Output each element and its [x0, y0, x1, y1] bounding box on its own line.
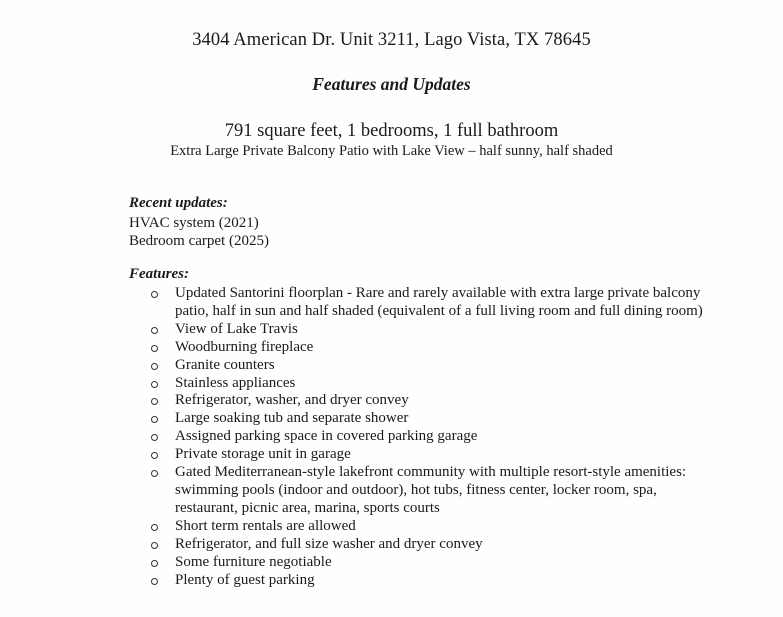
- bullet-icon: [151, 291, 158, 298]
- feature-item: [150, 428, 710, 446]
- bullet-icon: [151, 381, 158, 388]
- recent-update-item: HVAC system (2021): [129, 215, 259, 231]
- feature-text: Refrigerator, and full size washer and dryer convey: [175, 535, 483, 552]
- bullet-icon: [151, 524, 158, 531]
- feature-text: Plenty of guest parking: [175, 571, 315, 588]
- feature-item: [150, 321, 710, 339]
- features-heading: Features:: [129, 266, 189, 282]
- bullet-icon: [151, 398, 158, 405]
- bullet-icon: [151, 578, 158, 585]
- feature-text: View of Lake Travis: [175, 320, 298, 337]
- bullet-icon: [151, 327, 158, 334]
- features-list: [150, 285, 710, 589]
- bullet-icon: [151, 345, 158, 352]
- property-subtitle: Extra Large Private Balcony Patio with Lake View – half sunny, half shaded: [170, 143, 613, 159]
- feature-text: Gated Mediterranean-style lakefront community with multiple resort-style amenities: swimming pools (indoor and outdoor), hot tubs, fitness center, locker room, spa, restaurant, picnic area, marina, sports courts: [175, 464, 687, 516]
- bullet-icon: [151, 416, 158, 423]
- feature-text: Private storage unit in garage: [175, 446, 351, 463]
- feature-text: Large soaking tub and separate shower: [175, 410, 409, 427]
- feature-text: Short term rentals are allowed: [175, 517, 356, 534]
- feature-item: [150, 518, 710, 536]
- feature-item: [150, 572, 710, 590]
- feature-item: [150, 375, 710, 393]
- feature-item: [150, 357, 710, 375]
- feature-item: [150, 536, 710, 554]
- bullet-icon: [151, 363, 158, 370]
- feature-text: Refrigerator, washer, and dryer convey: [175, 392, 409, 409]
- feature-text: Some furniture negotiable: [175, 553, 332, 570]
- bullet-icon: [151, 542, 158, 549]
- feature-text: Woodburning fireplace: [175, 338, 314, 355]
- feature-item: [150, 554, 710, 572]
- bullet-icon: [151, 560, 158, 567]
- feature-text: Granite counters: [175, 356, 275, 373]
- feature-item: [150, 446, 710, 464]
- feature-item: [150, 464, 710, 518]
- feature-text: Stainless appliances: [175, 374, 296, 391]
- property-address: 3404 American Dr. Unit 3211, Lago Vista, TX 78645: [192, 30, 591, 50]
- feature-item: [150, 392, 710, 410]
- recent-update-item: Bedroom carpet (2025): [129, 233, 269, 249]
- feature-text: Updated Santorini floorplan - Rare and rarely available with extra large private balcony patio, half in sun and half shaded (equivalent of a full living room and full dining room): [175, 285, 703, 319]
- property-specs: 791 square feet, 1 bedrooms, 1 full bathroom: [224, 121, 559, 141]
- bullet-icon: [151, 470, 158, 477]
- bullet-icon: [151, 452, 158, 459]
- feature-item: [150, 339, 710, 357]
- page-title: Features and Updates: [312, 74, 471, 94]
- bullet-icon: [151, 434, 158, 441]
- feature-item: [150, 285, 710, 321]
- feature-item: [150, 410, 710, 428]
- feature-text: Assigned parking space in covered parking garage: [175, 428, 478, 445]
- recent-updates-heading: Recent updates:: [129, 195, 228, 211]
